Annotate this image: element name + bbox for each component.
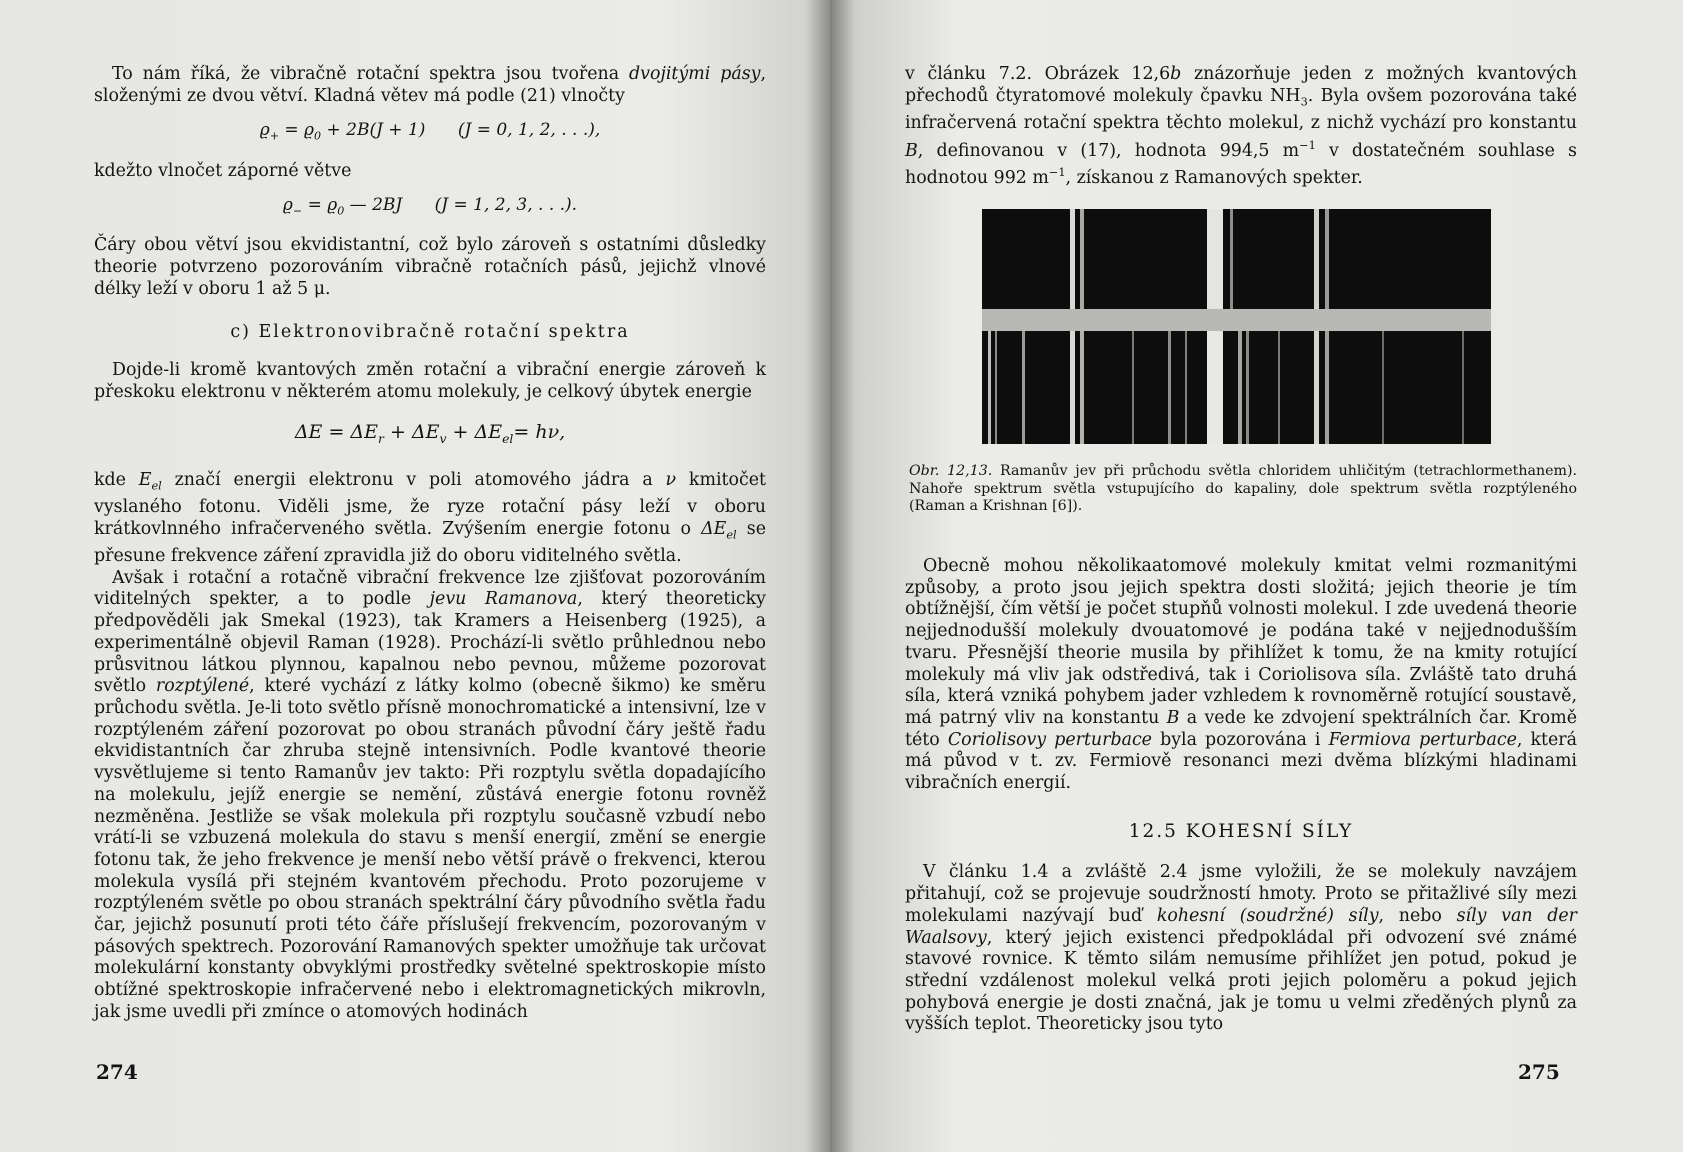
right-text-column-top (905, 64, 1577, 190)
caption-text: Ramanův jev při průchodu světla chloridem uhličitým (tetrachlormethanem). Nahoře spektrum světla vstupujícího do kapaliny, dole spektrum světla rozptýleného (Raman a Krishnan [6]). (909, 463, 1577, 514)
paragraph: Avšak i rotační a rotačně vibrační frekvence lze zjišťovat pozorováním viditelných spekter, a to podle jevu Ramanova, který theoreticky předpověděli jak Smekal (1923), tak Kramers a Heisenberg (1925), a experimentálně objevil Raman (1928). Prochází-li světlo průhlednou nebo průsvitnou látkou plynnou, kapalnou nebo pevnou, můžeme pozorovat světlo rozptýlené, které vychází z látky kolmo (obecně šikmo) ke směru průchodu světla. Je-li toto světlo přísně monochromatické a intensivní, lze v rozptýleném záření pozorovat po obou stranách původní čáry ještě řadu ekvidistantních čar zhruba stejně intensivních. Podle kvantové theorie vysvětlujeme si tento Ramanův jev takto: Při rozptylu světla dopadajícího na molekulu, jejíž energie se nemění, zůstává energie fotonu rovněž nezměněna. Jestliže se však molekula při rozptylu současně vzbudí nebo vrátí-li se vzbuzená molekula do stavu s menší energií, změní se energie fotonu tak, že jeho frekvence je menší nebo větší právě o frekvenci, kterou molekula vysílá při stejném kvantovém přechodu. Proto pozorujeme v rozptýleném světle po obou stranách spektrální čáry původního světla řadu čar, jejichž posunutí proti této čáře příslušejí frekvencím, pozorovaným v pásových spektrech. Pozorování Ramanových spekter umožňuje tak určovat molekulární konstanty obvyklými prostředky světelné spektroskopie místo obtížné spektroskopie infračervené nebo i elektromagnetických mikrovln, jak jsme uvedli při zmínce o atomových hodinách (94, 567, 767, 1022)
equation: $ϱ_- = ϱ_0$ — 2BJ (J = 1, 2, 3, . . .). (282, 195, 578, 218)
paragraph: Dojde-li kromě kvantových změn rotační a vibrační energie zároveň k přeskoku elektronu v některém atomu molekuly, je celkový úbytek energie (94, 360, 766, 402)
page-number: 275 (1518, 1060, 1560, 1084)
right-page (830, 0, 1683, 1152)
raman-spectrum-photo (982, 209, 1491, 444)
paragraph: V článku 1.4 a zvláště 2.4 jsme vyložili, že se molekuly navzájem přitahují, což se projevuje soudržností hmoty. Proto se přitažlivé síly mezi molekulami nazývají buď kohesní (soudržné) síly, nebo síly van der Waalsovy, který jejich existenci předpokládal při odvození své známé stavové rovnice. K těmto silám nemusíme přihlížet jen potud, pokud je střední vzdálenost molekul velká proti jejich poloměru a pokud jejich pohybová energie je dosti značná, jak je tomu u velmi zředěných plynů za vyšších teplot. Theoreticky jsou tyto (905, 862, 1577, 1035)
figure-caption (909, 463, 1577, 516)
paragraph: Čáry obou větví jsou ekvidistantní, což bylo zároveň s ostatními důsledky theorie potvrzeno pozorováním vibračně rotačních pásů, jejichž vlnové délky leží v oboru 1 až 5 μ. (94, 235, 766, 299)
subsection-heading: c) Elektronovibračně rotační spektra (230, 322, 630, 343)
paragraph: kdežto vlnočet záporné větve (94, 160, 352, 181)
page-number: 274 (96, 1060, 138, 1084)
left-page (0, 0, 830, 1152)
paragraph: Obecně mohou několikaatomové molekuly kmitat velmi rozmanitými způsoby, a proto jsou jejich spektra dosti složitá; jejich theorie je tím obtížnější, čím větší je počet stupňů volnosti molekul. I zde uvedená theorie nejjednodušší molekuly dvouatomové je podána také v nejjednodušším tvaru. Přesnější theorie musila by přihlížet k tomu, že na kmity rotující molekuly má vliv jak odstředivá, tak i Coriolisova síla. Zvláště tato druhá síla, která vzniká pohybem jader vzhledem k rovnoměrně rotující soustavě, má patrný vliv na konstantu B a vede ke zdvojení spektrálních čar. Kromě této Coriolisovy perturbace byla pozorována i Fermiova perturbace, která má původ v t. zv. Fermiově resonanci mezi dvěma blízkými hladinami vibračních energií. (905, 556, 1577, 794)
equation: $ϱ_+ = ϱ_0 + 2B(J + 1)$ (J = 0, 1, 2, . . .), (259, 120, 601, 143)
equation: $\Delta E = \Delta E_r + \Delta E_v + \Delta E_{el}= h\nu$, (294, 420, 566, 446)
section-title: 12.5 KOHESNÍ SÍLY (1128, 820, 1354, 842)
paragraph: v článku 7.2. Obrázek 12,6b znázorňuje jeden z možných kvantových přechodů čtyratomové molekuly čpavku $NH_3$. Byla ovšem pozorována také infračervená rotační spektra těchto molekul, z nichž vychází pro konstantu B, definovanou v (17), hodnota 994,5 $m^{-1}$ v dostatečném souhlase s hodnotou 992 $m^{-1}$, získanou z Ramanových spekter. (905, 64, 1577, 188)
spectrum-image (982, 209, 1491, 444)
paragraph: To nám říká, že vibračně rotační spektra jsou tvořena dvojitými pásy, složenými ze dvou větví. Kladná větev má podle (21) vlnočty (94, 64, 766, 106)
paragraph: kde $E_{el}$ značí energii elektronu v poli atomového jádra a ν kmitočet vyslaného fotonu. Viděli jsme, že ryze rotační pásy leží v oboru krátkovlnného infračerveného světla. Zvýšením energie fotonu o $\Delta E_{el}$ se přesune frekvence záření zpravidla již do oboru viditelného světla. (94, 470, 767, 567)
left-text-column (94, 64, 766, 1024)
figure-label: Obr. 12,13. (909, 463, 993, 479)
right-text-column-bottom (905, 556, 1577, 1036)
